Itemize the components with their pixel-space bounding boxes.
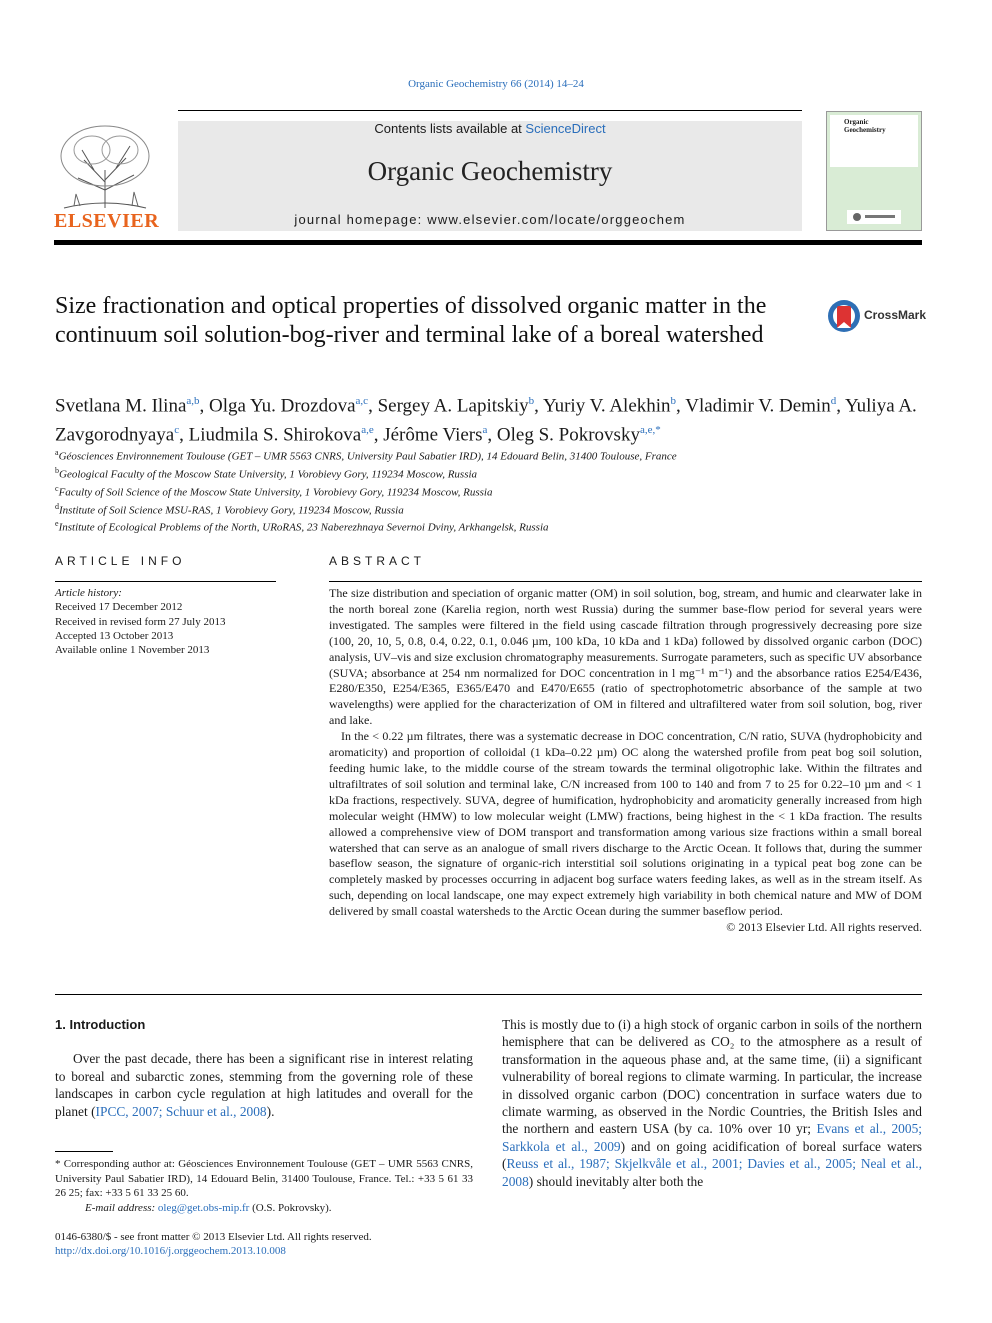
author-name: Vladimir V. Demin: [685, 395, 831, 417]
issn-line: 0146-6380/$ - see front matter © 2013 Elsevier Ltd. All rights reserved.: [55, 1231, 372, 1243]
intro-right-text-a: This is mostly due to (i) a high stock of organic carbon in soils of the northern hemisphere that can be delivered as CO₂ to the atmosphere as a result of transformation in the aqueous phase and, at the same time, (ii) a significant vulnerability of boreal regions to climate warming. In particular, the increase in dissolved organic carbon (DOC) concentration in surface waters due to climate warming, as observed in the Nordic Countries, the British Isles and the northern and eastern USA (by ca. 10% over 10 yr;: [502, 1017, 922, 1137]
journal-citation[interactable]: Organic Geochemistry 66 (2014) 14–24: [408, 78, 584, 90]
history-label: Article history:: [55, 587, 122, 599]
affiliation-text: Geological Faculty of the Moscow State University, 1 Vorobievy Gory, 119234 Moscow, Russia: [59, 468, 478, 481]
contents-prefix: Contents lists available at: [374, 121, 526, 136]
author-affiliation-marker[interactable]: c: [174, 424, 180, 437]
intro-text: Over the past decade, there has been a significant rise in interest relating to boreal and subarctic zones, stemming from the governing role of these landscapes in carbon cycle regulation at high latitudes and overall for the planet (: [55, 1051, 473, 1119]
corresponding-author-footnote: [55, 1157, 473, 1215]
sciencedirect-link[interactable]: ScienceDirect: [525, 121, 606, 136]
contents-line: [178, 121, 802, 136]
author-affiliation-marker[interactable]: a,b: [186, 395, 200, 407]
elsevier-wordmark: ELSEVIER: [54, 210, 160, 232]
article-info-rule: [55, 581, 276, 582]
affiliation-item: [55, 500, 925, 518]
footnote-rule: [55, 1151, 113, 1152]
abstract-paragraph-1: The size distribution and speciation of organic matter (OM) in soil solution, bog, stream, and humic and clearwater lake in the north boreal zone (Karelia region, north west Russia) during the summer base-flow period for several years were investigated. The samples were filtered in the field using cascade filtration through progressively decreasing pore size (100, 20, 10, 5, 0.8, 0.4, 0.22, 0.1, 0.046 µm, 100 kDa, 10 kDa and 1 kDa) followed by dissolved organic carbon (DOC) analysis, UV–vis and size exclusion chromatography measurements. Surrogate parameters, such as specific UV absorbance (SUVA; absorbance at 254 nm normalized for DOC concentration in l mg⁻¹ m⁻¹) and the absorbance ratios E254/E436, E280/E350, E254/E365, E365/E470 and E470/E655 (ratio of spectrophotometric absorbance of the sample at two wavelengths) were applied for the characterization of OM in filtered and ultrafiltered water from soil solution, bog, river and lake.: [329, 586, 922, 728]
cover-title: Organic Geochemistry: [830, 115, 918, 167]
intro-text-end: ).: [266, 1103, 275, 1119]
history-accepted: Accepted 13 October 2013: [55, 629, 174, 642]
author-name: Liudmila S. Shirokova: [188, 424, 362, 446]
abstract-top-rule: [329, 581, 922, 582]
affiliation-key: a: [55, 448, 59, 457]
journal-homepage[interactable]: journal homepage: www.elsevier.com/locate/orggeochem: [294, 212, 686, 227]
abstract-heading: ABSTRACT: [329, 554, 426, 568]
email-label: E-mail address:: [85, 1201, 158, 1214]
journal-cover-thumbnail: [826, 111, 922, 231]
email-owner: (O.S. Pokrovsky).: [249, 1201, 332, 1214]
author-affiliation-marker[interactable]: a,e,*: [639, 424, 661, 437]
affiliation-key: c: [55, 483, 59, 493]
affiliation-item: [55, 446, 925, 464]
journal-title: Organic Geochemistry: [367, 156, 613, 186]
article-info-heading: ARTICLE INFO: [55, 554, 186, 568]
history-revised: Received in revised form 27 July 2013: [55, 615, 226, 628]
affiliation-key: e: [55, 519, 59, 529]
affiliation-item: [55, 464, 925, 482]
affiliation-text: Institute of Ecological Problems of the North, URoRAS, 23 Naberezhnaya Severnoi Dviny, Arkhangelsk, Russia: [58, 522, 549, 535]
author-affiliation-marker[interactable]: a,e: [361, 424, 374, 437]
crossmark-label: CrossMark: [864, 308, 927, 322]
author-affiliation-marker[interactable]: b: [670, 395, 677, 407]
cover-publisher-icon: [827, 170, 921, 230]
intro-left-column: [55, 1016, 473, 1120]
footnote-email-line: [55, 1201, 473, 1216]
citation-link[interactable]: IPCC, 2007; Schuur et al., 2008: [95, 1103, 267, 1119]
author-affiliation-marker[interactable]: a,c: [355, 395, 369, 407]
issn-block: [55, 1230, 475, 1258]
intro-paragraph-1: [55, 1050, 473, 1120]
author-name: Jérôme Viers: [383, 424, 483, 446]
affiliation-item: [55, 517, 925, 535]
abstract-copyright: © 2013 Elsevier Ltd. All rights reserved.: [726, 920, 922, 935]
affiliation-text: Géosciences Environnement Toulouse (GET – UMR 5563 CNRS, University Paul Sabatier IRD), 14 Edouard Belin, 31400 Toulouse, France: [58, 450, 677, 463]
crossmark-badge[interactable]: [826, 298, 926, 334]
author-name: Yuliya A. Zavgorodnyaya: [55, 395, 917, 446]
affiliation-item: [55, 482, 925, 500]
intro-right-column: [502, 1016, 922, 1190]
author-name: Svetlana M. Ilina: [55, 395, 187, 417]
header-top-rule: [178, 110, 802, 111]
author-name: Sergey A. Lapitskiy: [377, 395, 529, 417]
intro-heading: 1. Introduction: [55, 1017, 146, 1032]
history-received: Received 17 December 2012: [55, 601, 183, 614]
affiliation-key: b: [55, 465, 59, 475]
author-affiliation-marker[interactable]: a: [482, 424, 488, 437]
affiliation-text: Faculty of Soil Science of the Moscow State University, 1 Vorobievy Gory, 119234 Moscow, Russia: [58, 486, 493, 499]
intro-right-text-c: ) should inevitably alter both the: [528, 1173, 704, 1189]
header-bottom-rule: [54, 240, 922, 245]
intro-right-text-b: ) and on going acidification of boreal surface waters (: [502, 1138, 922, 1172]
doi-link[interactable]: http://dx.doi.org/10.1016/j.orggeochem.2013.10.008: [55, 1245, 286, 1257]
crossmark-icon: [826, 298, 862, 334]
article-history: [55, 586, 275, 657]
affiliation-key: d: [55, 501, 59, 511]
history-online: Available online 1 November 2013: [55, 644, 210, 657]
author-affiliation-marker[interactable]: b: [528, 395, 535, 407]
affiliation-text: Institute of Soil Science MSU-RAS, 1 Vorobievy Gory, 119234 Moscow, Russia: [59, 504, 404, 517]
author-list: Svetlana M. Ilina$^{a,b}$, Olga Yu. Drozdova$^{a,c}$, Sergey A. Lapitskiy$^b$, Yuriy V. Alekhin$^b$, Vladimir V. Demin$^d$, Yuliya A. Zavgorodnyaya$^c$, Liudmila S. Shirokova$^{a,e}$, Jérôme Viers$^a$, Oleg S. Pokrovsky$^{a,e,*}$: [55, 395, 917, 446]
author-name: Olga Yu. Drozdova: [209, 395, 356, 417]
affiliation-list: [55, 446, 925, 535]
abstract-body: [329, 586, 922, 936]
footnote-text: * Corresponding author at: Géosciences Environnement Toulouse (GET – UMR 5563 CNRS, University Paul Sabatier IRD), 14 Edouard Belin, 31400 Toulouse, France. Tel.: +33 5 61 33 26 25; fax: +33 5 61 33 25 60.: [55, 1158, 473, 1199]
citation-link[interactable]: Reuss et al., 1987; Skjelkvåle et al., 2001; Davies et al., 2005; Neal et al., 2008: [502, 1156, 922, 1189]
author-name: Yuriy V. Alekhin: [542, 395, 671, 417]
author-affiliation-marker[interactable]: d: [830, 395, 837, 407]
citation-link[interactable]: Evans et al., 2005; Sarkkola et al., 2009: [502, 1121, 922, 1154]
article-title: Size fractionation and optical properties of dissolved organic matter in the continuum soil solution-bog-river and terminal lake of a boreal watershed: [55, 293, 767, 348]
email-link[interactable]: oleg@get.obs-mip.fr: [157, 1201, 250, 1214]
author-name: Oleg S. Pokrovsky: [496, 424, 640, 446]
abstract-bottom-rule: [55, 994, 922, 995]
abstract-paragraph-2: In the < 0.22 µm filtrates, there was a systematic decrease in DOC concentration, C/N ratio, SUVA (hydrophobicity and aromaticity) and proportion of colloidal (1 kDa–0.22 µm) OC along the watershed profile from peat bog soil solution, feeding humic lake, to the middle course of the stream towards the terminal oligotrophic lake. Within the filtrates and ultrafiltrates of soil solution and terminal lake, C/N increased from 100 to 140 and from 7 to 25 for 0.22–10 µm and < 1 kDa fractions, respectively. SUVA, degree of humification, hydrophobicity and aromaticity generally increased from high molecular weight (HMW) to low molecular weight (LMW) fractions, being highest in the < 1 kDa fraction. The results allowed a comprehensive view of DOM transport and transformation among various size fractions within a small boreal watershed that can serve as an analogue of small rivers discharge to the Arctic Ocean. It follows that, during the summer baseflow season, the signature of organic-rich interstitial soil solutions originating in a typical peat bog zone can be completely masked by processes occurring in adjacent bog surface waters feeding lakes, as well as in the stream itself. As such, depending on local landscape, one may expect extremely high variability in both chemical nature and MW of DOM delivered by small coastal watersheds to the Arctic Ocean during the summer baseflow period.: [329, 729, 922, 919]
